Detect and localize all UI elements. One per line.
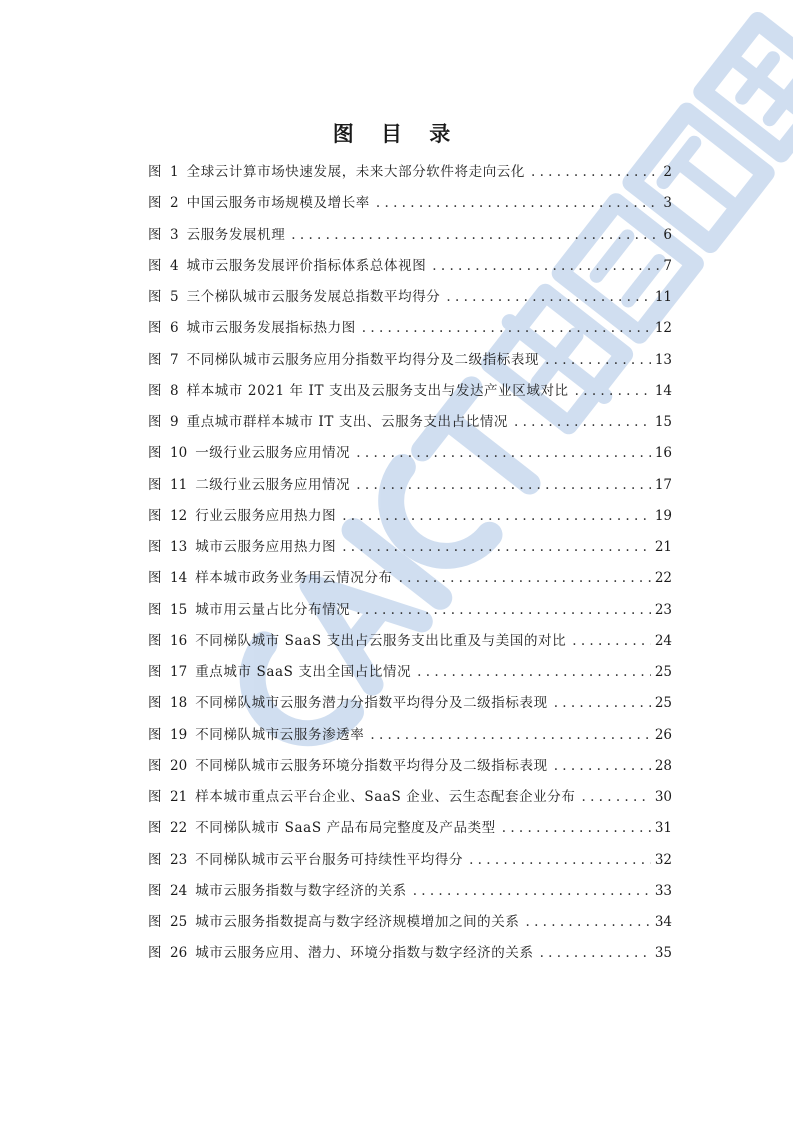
dot-leader <box>531 157 659 188</box>
figure-label: 图 <box>148 351 162 368</box>
page-number: 23 <box>654 601 672 618</box>
figure-number: 15 <box>170 601 188 618</box>
figure-title: 城市用云量占比分布情况 <box>195 601 351 618</box>
toc-entry[interactable] <box>148 188 672 219</box>
figure-list <box>148 157 672 970</box>
figure-title: 中国云服务市场规模及增长率 <box>186 195 370 212</box>
page-number: 31 <box>654 820 672 837</box>
figure-number: 13 <box>170 539 188 555</box>
dot-leader <box>432 251 659 282</box>
toc-entry[interactable] <box>148 751 672 782</box>
toc-entry[interactable] <box>148 470 672 501</box>
figure-label: 图 <box>148 414 162 430</box>
dot-leader <box>581 782 650 813</box>
figure-number: 1 <box>170 164 179 180</box>
figure-label: 图 <box>148 539 162 555</box>
page-number: 35 <box>654 945 672 962</box>
figure-number: 20 <box>170 757 188 774</box>
toc-entry[interactable] <box>148 626 672 657</box>
figure-title: 样本城市重点云平台企业、SaaS 企业、云生态配套企业分布 <box>195 789 576 805</box>
figure-label: 图 <box>148 570 162 587</box>
figure-title: 全球云计算市场快速发展，未来大部分软件将走向云化 <box>186 164 525 180</box>
page-number: 16 <box>654 445 672 462</box>
figure-title: 不同梯队城市云服务环境分指数平均得分及二级指标表现 <box>195 757 548 774</box>
figure-title: 重点城市 SaaS 支出全国占比情况 <box>195 664 412 680</box>
figure-label: 图 <box>148 601 162 618</box>
page-number: 12 <box>654 320 672 337</box>
dot-leader <box>362 313 651 344</box>
toc-entry[interactable] <box>148 407 672 438</box>
figure-title: 不同梯队城市 SaaS 产品布局完整度及产品类型 <box>195 820 496 837</box>
figure-number: 3 <box>170 226 179 243</box>
toc-entry[interactable] <box>148 438 672 469</box>
toc-entry[interactable] <box>148 688 672 719</box>
figure-number: 14 <box>170 570 188 587</box>
dot-leader <box>526 907 651 938</box>
page-number: 3 <box>663 195 672 212</box>
figure-label: 图 <box>148 320 162 337</box>
figure-label: 图 <box>148 445 162 462</box>
dot-leader <box>399 563 651 594</box>
figure-label: 图 <box>148 914 162 930</box>
page-number: 28 <box>654 757 672 774</box>
figure-number: 8 <box>170 382 179 399</box>
toc-entry[interactable] <box>148 532 672 563</box>
figure-number: 9 <box>170 414 179 430</box>
page-number: 17 <box>654 476 672 493</box>
page-number: 26 <box>654 726 672 743</box>
toc-entry[interactable] <box>148 501 672 532</box>
dot-leader <box>554 688 651 719</box>
toc-entry[interactable] <box>148 938 672 969</box>
toc-entry[interactable] <box>148 720 672 751</box>
page-number: 13 <box>654 351 672 368</box>
page-number: 7 <box>663 257 672 274</box>
figure-number: 16 <box>170 632 188 649</box>
figure-label: 图 <box>148 945 162 962</box>
page-number: 21 <box>654 539 672 555</box>
figure-number: 11 <box>170 476 188 493</box>
dot-leader <box>417 657 651 688</box>
toc-entry[interactable] <box>148 657 672 688</box>
page-number: 32 <box>654 851 672 868</box>
figure-label: 图 <box>148 632 162 649</box>
dot-leader <box>342 532 651 563</box>
figure-title: 云服务发展机理 <box>186 226 286 243</box>
figure-title: 二级行业云服务应用情况 <box>195 476 351 493</box>
figure-title: 不同梯队城市云平台服务可持续性平均得分 <box>195 851 464 868</box>
figure-label: 图 <box>148 789 162 805</box>
page-number: 2 <box>663 164 672 180</box>
figure-title: 样本城市 2021 年 IT 支出及云服务支出与发达产业区域对比 <box>186 382 569 399</box>
page-number: 24 <box>654 632 672 649</box>
figure-label: 图 <box>148 164 162 180</box>
figure-label: 图 <box>148 882 162 899</box>
dot-leader <box>545 345 651 376</box>
figure-label: 图 <box>148 695 162 712</box>
page-number: 11 <box>654 289 672 305</box>
page-number: 33 <box>654 882 672 899</box>
page-number: 22 <box>654 570 672 587</box>
figure-title: 不同梯队城市 SaaS 支出占云服务支出比重及与美国的对比 <box>195 632 567 649</box>
toc-entry[interactable] <box>148 251 672 282</box>
figure-number: 6 <box>170 320 179 337</box>
figure-label: 图 <box>148 289 162 305</box>
figure-title: 重点城市群样本城市 IT 支出、云服务支出占比情况 <box>186 414 509 430</box>
dot-leader <box>356 595 651 626</box>
figure-label: 图 <box>148 195 162 212</box>
figure-number: 19 <box>170 726 188 743</box>
dot-leader <box>540 938 651 969</box>
dot-leader <box>502 813 651 844</box>
dot-leader <box>469 845 651 876</box>
figure-number: 18 <box>170 695 188 712</box>
figure-number: 4 <box>170 257 179 274</box>
figure-title: 城市云服务应用、潜力、环境分指数与数字经济的关系 <box>195 945 534 962</box>
dot-leader <box>356 438 651 469</box>
figure-title: 一级行业云服务应用情况 <box>195 445 351 462</box>
toc-entry[interactable] <box>148 157 672 188</box>
dot-leader <box>575 376 651 407</box>
figure-number: 10 <box>170 445 188 462</box>
figure-number: 22 <box>170 820 188 837</box>
figure-number: 7 <box>170 351 179 368</box>
toc-entry[interactable] <box>148 563 672 594</box>
figure-title: 不同梯队城市云服务应用分指数平均得分及二级指标表现 <box>186 351 540 368</box>
page-title: 图 目 录 <box>332 122 461 146</box>
figure-title: 不同梯队城市云服务潜力分指数平均得分及二级指标表现 <box>195 695 548 712</box>
figure-label: 图 <box>148 476 162 493</box>
figure-number: 5 <box>170 289 179 305</box>
dot-leader <box>554 751 651 782</box>
dot-leader <box>413 876 651 907</box>
dot-leader <box>446 282 650 313</box>
toc-entry[interactable] <box>148 220 672 251</box>
toc-entry[interactable] <box>148 345 672 376</box>
toc-entry[interactable] <box>148 845 672 876</box>
toc-entry[interactable] <box>148 282 672 313</box>
figure-label: 图 <box>148 757 162 774</box>
figure-title: 行业云服务应用热力图 <box>195 507 337 524</box>
figure-title: 城市云服务发展评价指标体系总体视图 <box>186 257 427 274</box>
dot-leader <box>376 188 660 219</box>
figure-number: 24 <box>170 882 188 899</box>
toc-entry[interactable] <box>148 907 672 938</box>
figure-number: 17 <box>170 664 188 680</box>
figure-number: 12 <box>170 507 188 524</box>
dot-leader <box>572 626 651 657</box>
toc-entry[interactable] <box>148 313 672 344</box>
figure-label: 图 <box>148 382 162 399</box>
toc-entry[interactable] <box>148 813 672 844</box>
dot-leader <box>342 501 651 532</box>
toc-entry[interactable] <box>148 876 672 907</box>
page-number: 25 <box>654 695 672 712</box>
toc-entry[interactable] <box>148 595 672 626</box>
dot-leader <box>356 470 651 501</box>
page-number: 34 <box>654 914 672 930</box>
figure-number: 23 <box>170 851 188 868</box>
page-number: 15 <box>654 414 672 430</box>
figure-title: 城市云服务发展指标热力图 <box>186 320 356 337</box>
page-number: 25 <box>654 664 672 680</box>
figure-title: 不同梯队城市云服务渗透率 <box>195 726 365 743</box>
figure-label: 图 <box>148 257 162 274</box>
dot-leader <box>370 720 650 751</box>
figure-label: 图 <box>148 851 162 868</box>
figure-number: 2 <box>170 195 179 212</box>
figure-title: 样本城市政务业务用云情况分布 <box>195 570 393 587</box>
figure-number: 25 <box>170 914 188 930</box>
page-number: 19 <box>654 507 672 524</box>
page-number: 6 <box>663 226 672 243</box>
figure-title: 三个梯队城市云服务发展总指数平均得分 <box>186 289 441 305</box>
figure-label: 图 <box>148 226 162 243</box>
figure-number: 26 <box>170 945 188 962</box>
page-number: 14 <box>654 382 672 399</box>
figure-label: 图 <box>148 664 162 680</box>
page-number: 30 <box>654 789 672 805</box>
figure-title: 城市云服务指数提高与数字经济规模增加之间的关系 <box>195 914 520 930</box>
figure-label: 图 <box>148 726 162 743</box>
figure-number: 21 <box>170 789 188 805</box>
figure-label: 图 <box>148 507 162 524</box>
toc-entry[interactable] <box>148 376 672 407</box>
toc-entry[interactable] <box>148 782 672 813</box>
figure-title: 城市云服务指数与数字经济的关系 <box>195 882 407 899</box>
dot-leader <box>514 407 651 438</box>
dot-leader <box>291 220 659 251</box>
figure-title: 城市云服务应用热力图 <box>195 539 337 555</box>
figure-label: 图 <box>148 820 162 837</box>
